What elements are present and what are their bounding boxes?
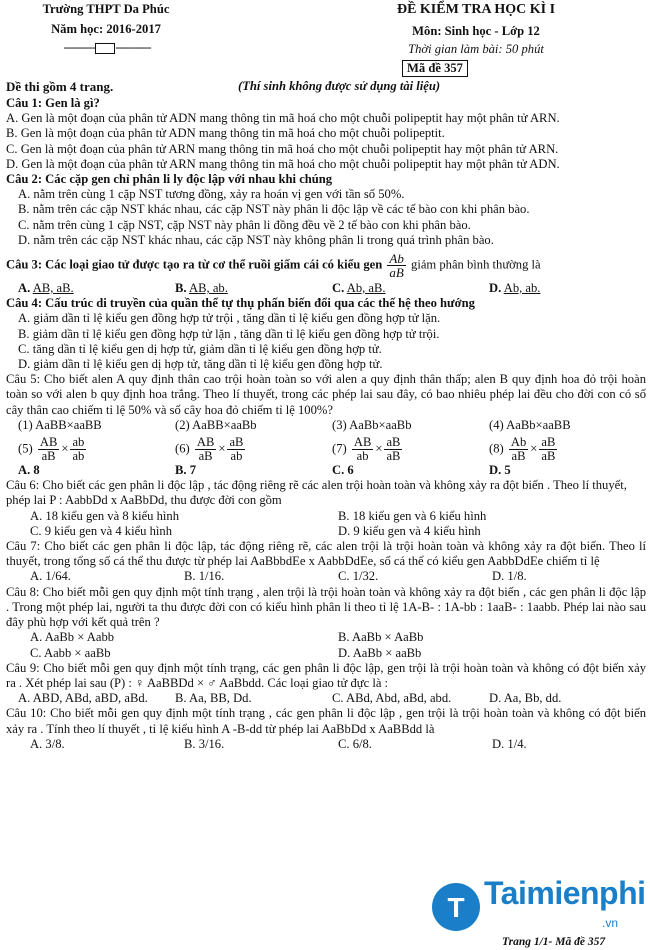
- answer-row: [6, 569, 646, 584]
- answer-d: D. giảm dần tỉ lệ kiểu gen dị hợp tử, tăng dần tỉ lệ kiểu gen đồng hợp tử.: [18, 357, 383, 372]
- answer-c: C. Aabb × aaBb: [30, 645, 111, 660]
- answer-d: D. AaBb × aaBb: [338, 645, 422, 660]
- question-5: [6, 372, 646, 478]
- answer-row: [6, 509, 646, 524]
- answer-a: A. giảm dần tỉ lệ kiểu gen đồng hợp tử trội , tăng dần tỉ lệ kiểu gen đồng hợp tử lặn.: [18, 311, 441, 326]
- answer-c: C. Gen là một đoạn của phân tử ARN mang thông tin mã hoá cho một chuỗi polipeptit hay một phân tử ARN.: [6, 141, 559, 156]
- logo-wordmark: Taimienphi: [484, 875, 646, 911]
- answer-b: B. 1/16.: [184, 569, 225, 584]
- answer-d: D. nằm trên các cặp NST khác nhau, các cặp NST này không phân li trong quá trình phân bào.: [18, 232, 494, 247]
- answer-b: B. 7: [175, 463, 196, 478]
- cross-7: (7) $\frac{AB}{ab}$ × $\frac{aB}{aB}$: [332, 435, 401, 464]
- answer-b: B. 3/16.: [184, 736, 225, 751]
- cross-list: [6, 418, 646, 433]
- answer-a: A. AB, aB.: [18, 281, 74, 296]
- exam-title: ĐỀ KIỂM TRA HỌC KÌ I: [396, 2, 556, 17]
- answer-row: [6, 646, 646, 661]
- answer-c: C. nằm trên cùng 1 cặp NST, cặp NST này phân li đồng đều về 2 tế bào con khi phân bào.: [18, 217, 471, 232]
- cross-2: (2) AaBB×aaBb: [175, 417, 257, 432]
- divider-ornament: ---------- -----------: [63, 40, 151, 54]
- logo-suffix: .vn: [602, 916, 619, 930]
- genotype-fraction: $\frac{Ab}{aB}$: [389, 251, 404, 281]
- cross-list: [6, 436, 646, 463]
- answer-c: C. 1/32.: [338, 569, 379, 584]
- cross-3: (3) AaBb×aaBb: [332, 417, 412, 432]
- answer-d: D. 9 kiểu gen và 4 kiểu hình: [338, 523, 481, 538]
- answer-a: A. 8: [18, 463, 40, 478]
- exam-code: Mã đề 357: [402, 60, 468, 77]
- answer-d: D. 1/4.: [492, 736, 527, 751]
- question-stem: Câu 2: Các cặp gen chỉ phân li ly độc lập với nhau khi chúng: [6, 172, 333, 187]
- answer-c: C. 6/8.: [338, 736, 372, 751]
- answer-row: [6, 737, 646, 752]
- answer-c: C. 6: [332, 463, 354, 478]
- answer-row: [6, 524, 646, 539]
- exam-subject: Môn: Sinh học - Lớp 12: [412, 24, 540, 38]
- question-6: [6, 478, 646, 539]
- answer-a: A. Gen là một đoạn của phân tử ADN mang thông tin mã hoá cho một chuỗi polipeptit hay một phân tử ARN.: [6, 111, 560, 126]
- answer-b: B. AB, ab.: [175, 281, 228, 296]
- question-2: [6, 172, 646, 248]
- answer-a: A. 18 kiểu gen và 8 kiểu hình: [30, 508, 179, 523]
- answer-b: B. 18 kiểu gen và 6 kiểu hình: [338, 508, 487, 523]
- taimienphi-logo: [430, 875, 648, 934]
- question-stem: Câu 3: Các loại giao tử được tạo ra từ cơ thể ruồi giấm cái có kiểu gen $\frac{Ab}{aB}$ giảm phân bình thường là: [6, 251, 541, 281]
- answer-row: [6, 691, 646, 706]
- page-footer: Trang 1/1- Mã đề 357: [502, 936, 606, 948]
- question-4: [6, 296, 646, 372]
- question-8: [6, 585, 646, 661]
- cross-8: (8) $\frac{Ab}{aB}$ × $\frac{aB}{aB}$: [489, 435, 556, 464]
- question-stem: Câu 4: Cấu trúc di truyền của quần thể tự thụ phấn biến đổi qua các thế hệ theo hướng: [6, 296, 475, 311]
- answer-b: B. AaBb × AaBb: [338, 630, 424, 645]
- question-stem: Câu 6: Cho biết các gen phân li độc lập , tác động riêng rẽ các alen trội hoàn toàn và không xảy ra đột biến . Theo lí thuyết, phép lai P : AabbDd x AaBbDd, thu được đời con gồm: [6, 478, 627, 508]
- school-year: Năm học: 2016-2017: [51, 22, 161, 36]
- answer-a: A. nằm trên cùng 1 cặp NST tương đồng, xảy ra hoán vị gen với tần số 50%.: [18, 187, 405, 202]
- question-7: [6, 539, 646, 585]
- cross-4: (4) AaBb×aaBB: [489, 417, 571, 432]
- question-stem: Câu 7: Cho biết các gen phân li độc lập, tác động riêng rẽ, các alen trội là trội hoàn toàn và không xảy ra đột biến. Theo lí thuyết, trong tổng số cá thể thu được từ phép lai AaBbbdEe x AabbDdEe, số cá thể có kiểu gen AabbDdEe chiếm tỉ lệ: [6, 539, 646, 569]
- question-9: [6, 661, 646, 707]
- answer-row: [6, 630, 646, 645]
- answer-b: B. nằm trên các cặp NST khác nhau, các cặp NST này phân li độc lập về các tế bào con khi phân bào.: [18, 202, 530, 217]
- answer-d: D. Gen là một đoạn của phân tử ARN mang thông tin mã hoá cho một chuỗi polipeptit hay một phân tử ADN.: [6, 156, 560, 171]
- answer-b: B. Aa, BB, Dd.: [175, 691, 252, 706]
- exam-note: (Thí sinh không được sử dụng tài liệu): [238, 79, 441, 93]
- page-count: Dề thi gồm 4 trang.: [6, 79, 114, 94]
- question-stem: Câu 1: Gen là gì?: [6, 96, 100, 110]
- answer-c: C. tăng dần tỉ lệ kiểu gen dị hợp tử, giảm dần tỉ lệ kiểu gen đồng hợp tử.: [18, 341, 382, 356]
- answer-d: D. Ab, ab.: [489, 281, 541, 296]
- exam-duration: Thời gian làm bài: 50 phút: [408, 42, 544, 56]
- answer-c: C. ABd, Abd, aBd, abd.: [332, 691, 452, 706]
- question-stem: Câu 10: Cho biết mỗi gen quy định một tính trạng , các gen phân li độc lập , gen trội là trội hoàn toàn và không có đột biến xảy ra . Tính theo lí thuyết , tỉ lệ kiểu hình A -B-dd từ phép lai AaBbDd x AaBBdd là: [6, 706, 646, 736]
- answer-a: A. AaBb × Aabb: [30, 630, 115, 645]
- answer-row: [6, 463, 646, 478]
- answer-c: C. 9 kiểu gen và 4 kiểu hình: [30, 523, 173, 538]
- answer-d: D. 5: [489, 463, 511, 478]
- school-name: Trường THPT Da Phúc: [42, 2, 170, 16]
- question-10: [6, 706, 646, 752]
- exam-header: [6, 2, 646, 94]
- cross-5: (5) $\frac{AB}{aB}$ × $\frac{ab}{ab}$: [18, 435, 85, 464]
- question-stem: Câu 9: Cho biết mỗi gen quy định một tính trạng, các gen phân li độc lập, gen trội là trội hoàn toàn và không có đột biến xảy ra . Xét phép lai sau (P) : ♀ AaBBDd × ♂ AaBbdd. Các loại giao tử đực là :: [6, 660, 646, 690]
- exam-page: [6, 2, 646, 752]
- cross-1: (1) AaBB×aaBB: [18, 417, 102, 432]
- answer-a: A. 3/8.: [30, 736, 65, 751]
- answer-a: A. 1/64.: [30, 569, 71, 584]
- answer-c: C. Ab, aB.: [332, 281, 386, 296]
- answer-b: B. Gen là một đoạn của phân tử ADN mang thông tin mã hoá cho một chuỗi polipeptit.: [6, 126, 445, 141]
- answer-d: D. Aa, Bb, dd.: [489, 691, 562, 706]
- answer-b: B. giảm dần tỉ lệ kiểu gen đồng hợp tử lặn , tăng dần tỉ lệ kiểu gen đồng hợp tử trội.: [18, 326, 440, 341]
- question-stem: Câu 5: Cho biết alen A quy định thân cao trội hoàn toàn so với alen a quy định thân thấp; alen B quy định hoa đỏ trội hoàn toàn so với alen b quy định hoa trắng. Theo lí thuyết, trong các phép lai sau đây, có bao nhiêu phép lai đều cho đời con có số cây thân cao chiếm tỉ lệ 50% và số cây hoa đỏ chiếm tỉ lệ 100%?: [6, 372, 646, 417]
- answer-a: A. ABD, ABd, aBD, aBd.: [18, 691, 148, 706]
- question-3: [6, 252, 646, 296]
- question-1: [6, 96, 646, 172]
- answer-row: [6, 281, 646, 296]
- cross-6: (6) $\frac{AB}{aB}$ × $\frac{aB}{ab}$: [175, 435, 244, 464]
- svg-text:T: T: [447, 892, 465, 923]
- question-stem: Câu 8: Cho biết mỗi gen quy định một tính trạng , alen trội là trội hoàn toàn và không xảy ra đột biến , các gen phân li độc lập . Trong một phép lai, người ta thu được đời con có kiểu hình phân li theo tỉ lệ 1A-B- : 1A-bb : 1aaB- : 1aabb. Phép lai nào sau đây phù hợp với kết quả trên ?: [6, 584, 646, 630]
- answer-d: D. 1/8.: [492, 569, 527, 584]
